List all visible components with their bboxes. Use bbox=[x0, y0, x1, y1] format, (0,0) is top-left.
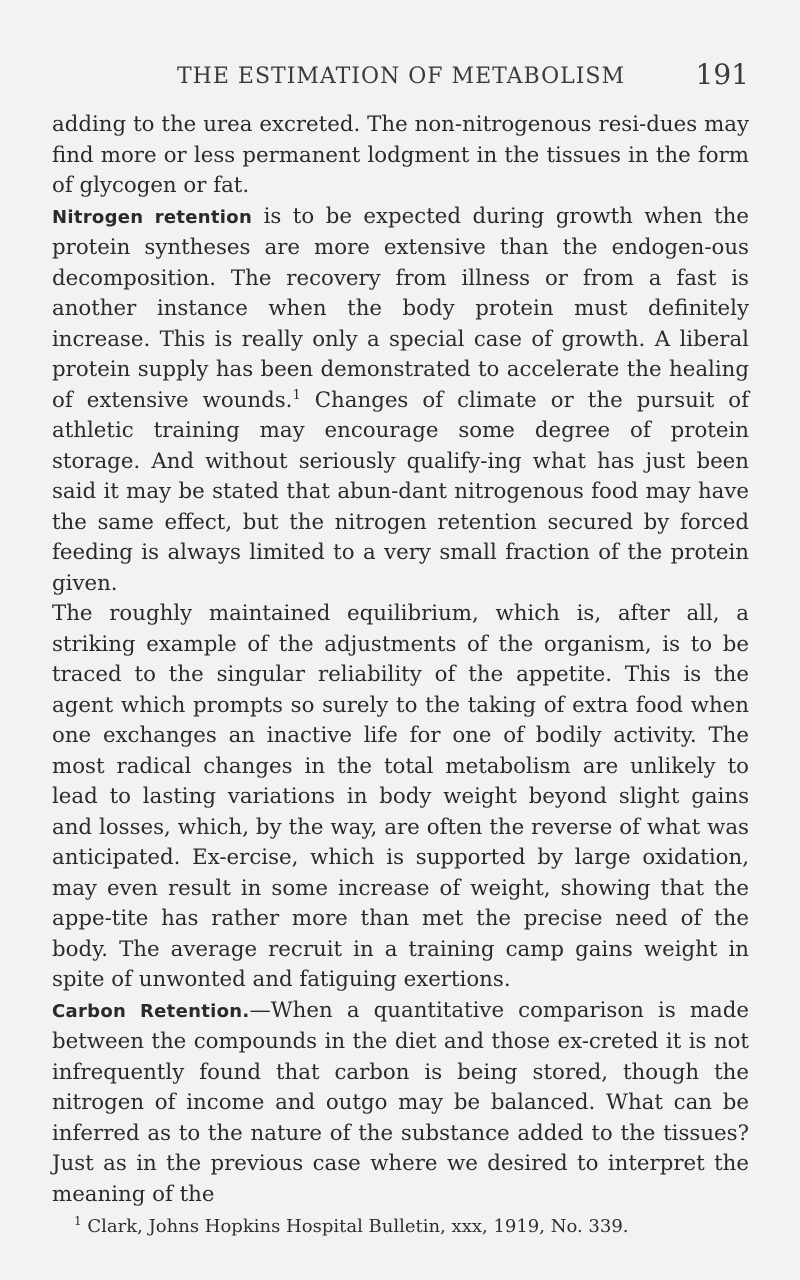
paragraph-nitrogen-retention bbox=[52, 202, 749, 600]
section-lead-carbon-retention: Carbon Retention. bbox=[52, 1000, 250, 1022]
paragraph-text: is to be expected during growth when the protein syntheses are more extensive than the endogen-ous decomposition. The recovery from illness or from a fast is another instance when the body protein must definitely increase. This is really only a special case of growth. A liberal protein supply has been demonstrated to accelerate the healing of extensive wounds. bbox=[52, 203, 749, 413]
paragraph-carbon-retention bbox=[52, 996, 749, 1211]
paragraph-1: adding to the urea excreted. The non-nitrogenous resi-dues may find more or less permanent lodgment in the tissues in the form of glycogen or fat. bbox=[52, 112, 749, 198]
section-lead-nitrogen-retention: Nitrogen retention bbox=[52, 206, 253, 228]
page-header bbox=[52, 58, 749, 94]
paragraph-text: —When a quantitative comparison is made between the compounds in the diet and those ex-creted it is not infrequently found that carbon is being stored, though the nitrogen of income and outgo may be balanced. What can be inferred as to the nature of the substance added to the tissues? Just as in the previous case where we desired to interpret the meaning of the bbox=[52, 997, 749, 1207]
footnote-marker: 1 bbox=[74, 1214, 82, 1228]
page-number: 191 bbox=[695, 58, 749, 91]
paragraph-text: Changes of climate or the pursuit of athletic training may encourage some degree of protein storage. And without seriously qualify-ing what has just been said it may be stated that abun-dant nitrogenous food may have the same effect, but the nitrogen retention secured by forced feeding is always limited to a very small fraction of the protein given. bbox=[52, 387, 749, 596]
paragraph-equilibrium: The roughly maintained equilibrium, which is, after all, a striking example of the adjustments of the organism, is to be traced to the singular reliability of the appetite. This is the agent which prompts so surely to the taking of extra food when one exchanges an inactive life for one of bodily activity. The most radical changes in the total metabolism are unlikely to lead to lasting variations in body weight beyond slight gains and losses, which, by the way, are often the reverse of what was anticipated. Ex-ercise, which is supported by large oxidation, may even result in some increase of weight, showing that the appe-tite has rather more than met the precise need of the body. The average recruit in a training camp gains weight in spite of unwonted and fatiguing exertions. bbox=[52, 601, 749, 992]
footnote bbox=[74, 1214, 749, 1240]
footnote-text: Clark, Johns Hopkins Hospital Bulletin, xxx, 1919, No. 339. bbox=[81, 1216, 629, 1237]
running-head: THE ESTIMATION OF METABOLISM bbox=[177, 64, 626, 89]
footnote-reference: 1 bbox=[292, 387, 301, 403]
book-page bbox=[52, 58, 749, 1240]
